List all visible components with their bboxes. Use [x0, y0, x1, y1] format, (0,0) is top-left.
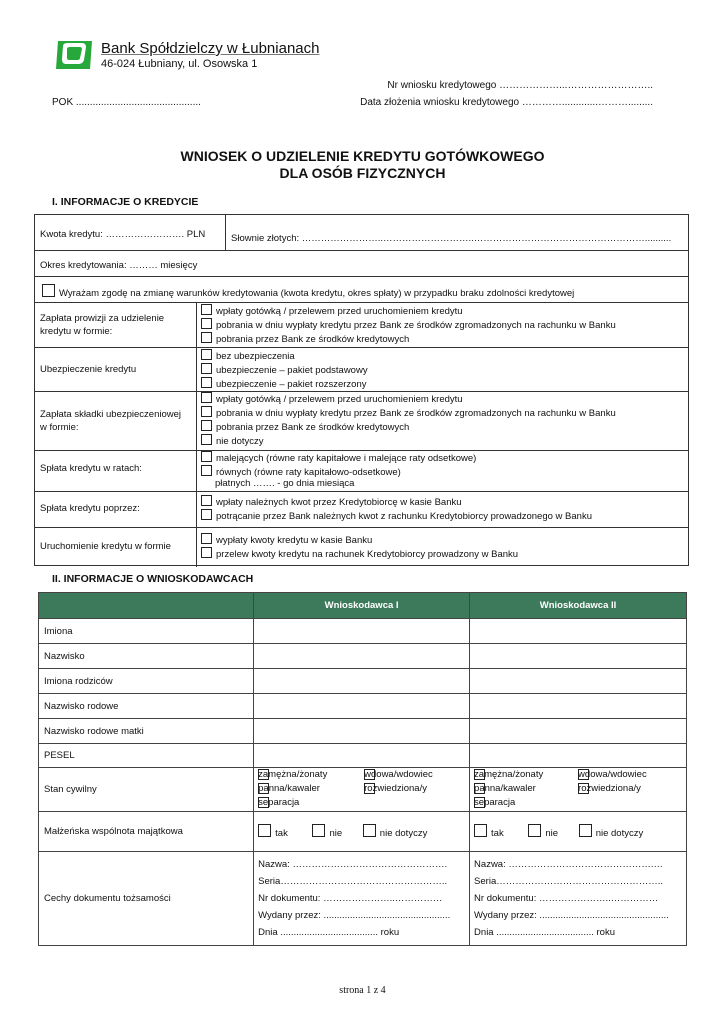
disbursement-option[interactable]: przelew kwoty kredytu na rachunek Kredytobiorcy prowadzony w Banku: [201, 547, 518, 561]
premium-option[interactable]: nie dotyczy: [201, 434, 264, 448]
repayment-label: Spłata kredytu poprzez:: [40, 503, 140, 514]
credit-period-field[interactable]: Okres kredytowania: ……… miesięcy: [40, 260, 198, 271]
installments-label: Spłata kredytu w ratach:: [40, 463, 142, 474]
consent-text: Wyrażam zgodę na zmianę warunków kredytowania (kwota kredytu, okres spłaty) w przypadku braku zdolności kredytowej: [59, 288, 575, 299]
commission-option[interactable]: pobrania przez Bank ze środków kredytowych: [201, 332, 409, 346]
commission-label: Zapłata prowizji za udzielenie kredytu w formie:: [40, 313, 165, 337]
consent-checkbox[interactable]: [42, 284, 55, 297]
joint-option[interactable]: tak: [258, 828, 288, 839]
doc-name-field[interactable]: Nazwa: ………………………………………….: [258, 859, 448, 870]
doc-number-field[interactable]: Nr dokumentu: …………………..……………: [258, 893, 443, 904]
bank-name: Bank Spółdzielczy w Łubnianach: [101, 40, 320, 57]
insurance-option[interactable]: ubezpieczenie – pakiet podstawowy: [201, 363, 368, 377]
applicant1-joint-property: [254, 812, 470, 852]
bank-logo: [52, 38, 96, 72]
credit-info-box: [34, 214, 689, 566]
premium-option[interactable]: pobrania przez Bank ze środków kredytowych: [201, 420, 409, 434]
row-label: Nazwisko: [39, 644, 254, 669]
premium-option[interactable]: wpłaty gotówką / przelewem przed uruchomieniem kredytu: [201, 392, 463, 406]
applicant2-marital-status: zamężna/żonaty wdowa/wdowiec panna/kawaler rozwiedziona/y separacja: [470, 768, 687, 812]
commission-option[interactable]: pobrania w dniu wypłaty kredytu przez Bank ze środków zgromadzonych na rachunku w Banku: [201, 318, 616, 332]
disbursement-option[interactable]: wypłaty kwoty kredytu w kasie Banku: [201, 533, 372, 547]
applicant2-first-names[interactable]: [470, 619, 687, 644]
repayment-option[interactable]: wpłaty należnych kwot przez Kredytobiorcę w kasie Banku: [201, 495, 462, 509]
doc-name-field[interactable]: Nazwa: ……………………………………….…: [474, 859, 664, 870]
applicant1-parents-names[interactable]: [254, 669, 470, 694]
section2-heading: II. INFORMACJE O WNIOSKODAWCACH: [52, 573, 254, 585]
joint-option[interactable]: nie dotyczy: [579, 828, 644, 839]
insurance-label: Ubezpieczenie kredytu: [40, 364, 137, 375]
applicant1-family-name[interactable]: [254, 694, 470, 719]
doc-issuer-field[interactable]: Wydany przez: .................................................: [474, 910, 669, 921]
table-header-empty: [39, 593, 254, 619]
bank-address: 46-024 Łubniany, ul. Osowska 1: [101, 58, 258, 70]
credit-amount-field[interactable]: Kwota kredytu: ……………………. PLN: [40, 229, 206, 240]
premium-option[interactable]: pobrania w dniu wypłaty kredytu przez Bank ze środków zgromadzonych na rachunku w Banku: [201, 406, 616, 420]
applicant2-mother-family-name[interactable]: [470, 719, 687, 744]
row-label: Nazwisko rodowe: [39, 694, 254, 719]
installments-option[interactable]: malejących (równe raty kapitałowe i malejące raty odsetkowe): [201, 451, 476, 465]
installments-option[interactable]: równych (równe raty kapitałowo-odsetkowe): [201, 465, 401, 479]
doc-date-field[interactable]: Dnia ..................................... roku: [474, 927, 616, 938]
applicant2-family-name[interactable]: [470, 694, 687, 719]
applicant2-pesel[interactable]: [470, 744, 687, 768]
submission-date-field[interactable]: Data złożenia wniosku kredytowego ………….............……….........: [360, 97, 653, 108]
joint-option[interactable]: nie: [312, 828, 342, 839]
section1-heading: I. INFORMACJE O KREDYCIE: [52, 196, 199, 208]
row-label: PESEL: [39, 744, 254, 768]
joint-option[interactable]: nie: [528, 828, 558, 839]
row-label: Imiona: [39, 619, 254, 644]
joint-option[interactable]: nie dotyczy: [363, 828, 428, 839]
doc-series-field[interactable]: Seria……………………………………………..: [258, 876, 448, 887]
applicant2-id-document: [470, 852, 687, 946]
applicant2-parents-names[interactable]: [470, 669, 687, 694]
application-number-field[interactable]: Nr wniosku kredytowego ………………...……………………..: [387, 80, 653, 91]
doc-number-field[interactable]: Nr dokumentu: …………………..……………: [474, 893, 659, 904]
doc-date-field[interactable]: Dnia ..................................... roku: [258, 927, 400, 938]
payment-day-field[interactable]: płatnych ……. - go dnia miesiąca: [215, 478, 355, 489]
consent-checkbox-row[interactable]: [42, 284, 574, 300]
insurance-option[interactable]: bez ubezpieczenia: [201, 349, 295, 363]
doc-series-field[interactable]: Seria……………………………………………..: [474, 876, 664, 887]
applicant2-surname[interactable]: [470, 644, 687, 669]
premium-label: Zapłata składki ubezpieczeniowej w formie:: [40, 409, 181, 433]
applicant1-first-names[interactable]: [254, 619, 470, 644]
row-label: Imiona rodziców: [39, 669, 254, 694]
applicant1-header: Wnioskodawca I: [254, 593, 470, 619]
row-label: Nazwisko rodowe matki: [39, 719, 254, 744]
row-label: Małżeńska wspólnota majątkowa: [39, 812, 254, 852]
page-subtitle: DLA OSÓB FIZYCZNYCH: [279, 165, 446, 181]
insurance-option[interactable]: ubezpieczenie – pakiet rozszerzony: [201, 377, 367, 391]
commission-option[interactable]: wpłaty gotówką / przelewem przed uruchomieniem kredytu: [201, 304, 463, 318]
applicant1-id-document: [254, 852, 470, 946]
repayment-option[interactable]: potrącanie przez Bank należnych kwot z rachunku Kredytobiorcy prowadzonego w Banku: [201, 509, 592, 523]
joint-option[interactable]: tak: [474, 828, 504, 839]
applicant1-mother-family-name[interactable]: [254, 719, 470, 744]
row-label: Stan cywilny: [39, 768, 254, 812]
row-label: Cechy dokumentu tożsamości: [39, 852, 254, 946]
applicant1-pesel[interactable]: [254, 744, 470, 768]
amount-in-words-field[interactable]: Słownie złotych: ……………………..………………………..………………………………………………..........: [231, 233, 672, 244]
page-title: WNIOSEK O UDZIELENIE KREDYTU GOTÓWKOWEGO: [180, 148, 545, 164]
disbursement-label: Uruchomienie kredytu w formie: [40, 541, 171, 552]
applicant1-marital-status: zamężna/żonaty wdowa/wdowiec panna/kawaler rozwiedziona/y separacja: [254, 768, 470, 812]
applicants-table: [38, 592, 687, 946]
applicant1-surname[interactable]: [254, 644, 470, 669]
applicant2-joint-property: [470, 812, 687, 852]
applicant2-header: Wnioskodawca II: [470, 593, 687, 619]
doc-issuer-field[interactable]: Wydany przez: ................................................: [258, 910, 451, 921]
pok-field[interactable]: POK .............................................: [52, 97, 201, 108]
page-number: strona 1 z 4: [339, 985, 386, 996]
